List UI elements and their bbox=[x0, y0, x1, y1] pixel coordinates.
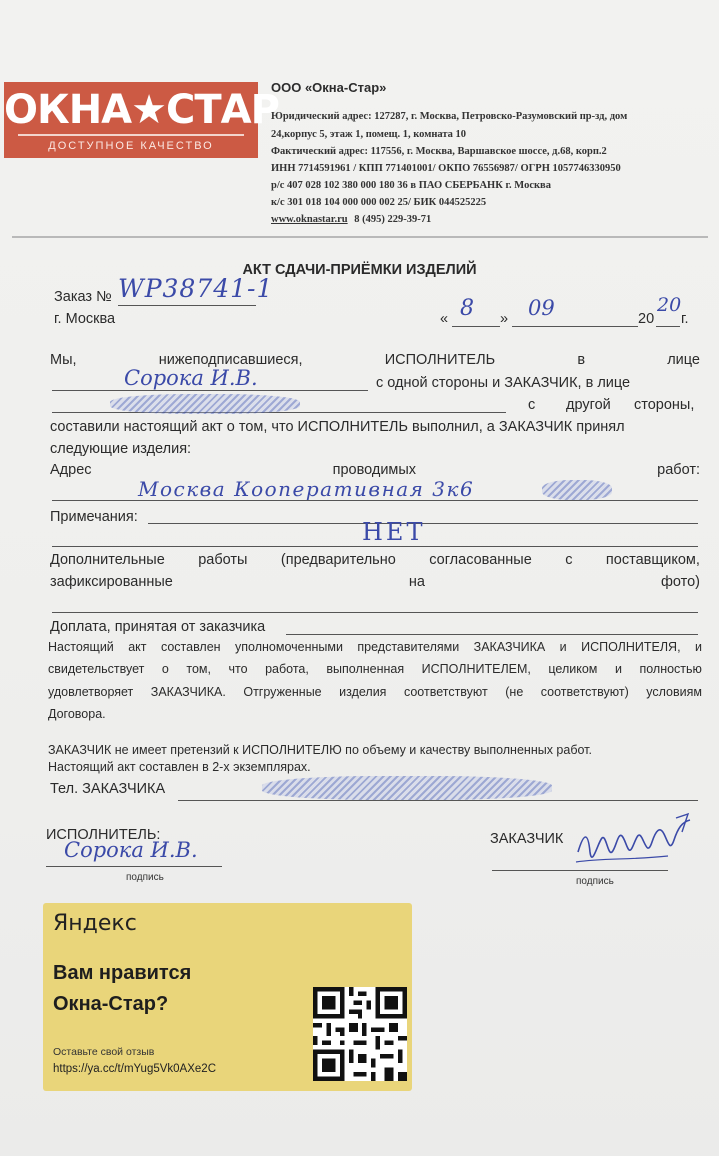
word: ЗАКАЗЧИКА. bbox=[150, 685, 226, 699]
company-logo bbox=[4, 82, 279, 158]
extra-works-line bbox=[52, 612, 698, 613]
word: (предварительно bbox=[280, 552, 396, 568]
word: лице bbox=[667, 352, 700, 368]
yandex-logo: Яндекс bbox=[53, 911, 137, 936]
review-call-to-action: Оставьте свой отзыв bbox=[53, 1046, 155, 1058]
word: другой bbox=[566, 397, 611, 413]
word: и bbox=[614, 662, 622, 676]
logo-divider bbox=[18, 134, 244, 136]
legal-address: Юридический адрес: 127287, г. Москва, Петровско-Разумовский пр-зд, дом bbox=[271, 111, 628, 122]
tax-ids: ИНН 7714591961 / КПП 771401001/ ОКПО 76556987/ ОГРН 1057746330950 bbox=[271, 163, 621, 174]
word: согласованные bbox=[429, 552, 532, 568]
notes-line-2 bbox=[52, 546, 698, 547]
contractor-signature: Сорока И.В. bbox=[64, 838, 198, 862]
terms-line-2 bbox=[48, 662, 702, 676]
notes-label: Примечания: bbox=[50, 509, 138, 525]
customer-phone-line bbox=[178, 800, 698, 801]
word: стороны, bbox=[634, 397, 695, 413]
customer-label: ЗАКАЗЧИК bbox=[490, 831, 564, 847]
logo-wordmark: ОКНА★СТАР bbox=[4, 87, 279, 133]
date-year: 20 bbox=[657, 294, 682, 316]
word: что bbox=[228, 662, 248, 676]
word: ИСПОЛНИТЕЛЬ bbox=[384, 352, 496, 368]
review-question-line-1: Вам нравится bbox=[53, 962, 192, 984]
word: условиям bbox=[646, 685, 702, 699]
customer-signature-caption: подпись bbox=[576, 876, 614, 887]
word: составлен bbox=[160, 640, 221, 654]
fixed-photo-row bbox=[50, 574, 700, 590]
terms-line-1 bbox=[48, 640, 702, 654]
redacted-apartment bbox=[542, 480, 612, 500]
customer-phone-label: Тел. ЗАКАЗЧИКА bbox=[50, 781, 166, 797]
word: нижеподписавшиеся, bbox=[158, 352, 303, 368]
word: удовлетворяет bbox=[48, 685, 134, 699]
word: Мы, bbox=[50, 352, 77, 368]
word: выполненная bbox=[326, 662, 405, 676]
company-phone: 8 (495) 229-39-71 bbox=[354, 214, 432, 225]
qr-code-icon[interactable] bbox=[313, 987, 407, 1081]
customer-signature-scribble bbox=[572, 812, 698, 876]
terms-line-4: Договора. bbox=[48, 707, 106, 721]
word: и bbox=[694, 640, 702, 654]
website-line bbox=[271, 213, 431, 227]
year-prefix: 20 bbox=[638, 311, 655, 327]
year-suffix-label: г. bbox=[681, 311, 689, 327]
logo-tagline: ДОСТУПНОЕ КАЧЕСТВО bbox=[48, 140, 214, 152]
legal-address-cont: 24,корпус 5, этаж 1, помещ. 1, комната 10 bbox=[271, 129, 467, 140]
company-name: ООО «Окна-Стар» bbox=[271, 80, 387, 95]
word: ИСПОЛНИТЕЛЯ, bbox=[581, 640, 681, 654]
word: ЗАКАЗЧИКА bbox=[473, 640, 546, 654]
redacted-customer-name bbox=[110, 394, 300, 414]
word: полностью bbox=[639, 662, 702, 676]
word: о bbox=[161, 662, 169, 676]
date-day: 8 bbox=[460, 296, 474, 321]
word: Настоящий bbox=[48, 640, 114, 654]
city: г. Москва bbox=[54, 311, 116, 327]
word: уполномоченными bbox=[235, 640, 343, 654]
word: акт bbox=[128, 640, 147, 654]
word: фото) bbox=[660, 574, 700, 590]
word: представителями bbox=[357, 640, 460, 654]
contractor-label: ИСПОЛНИТЕЛЬ: bbox=[46, 827, 161, 843]
payment-label: Доплата, принятая от заказчика bbox=[50, 619, 266, 635]
date-quote-close: » bbox=[500, 311, 509, 327]
word: (не bbox=[505, 685, 524, 699]
notes-value: НЕТ bbox=[362, 518, 426, 546]
month-line bbox=[512, 326, 638, 327]
customer-name-line bbox=[52, 412, 506, 413]
word: том, bbox=[186, 662, 211, 676]
terms-line-3 bbox=[48, 685, 702, 699]
payment-line bbox=[286, 634, 698, 635]
review-url[interactable]: https://ya.cc/t/mYug5Vk0AXe2C bbox=[53, 1063, 216, 1075]
corr-account: к/с 301 018 104 000 000 002 25/ БИК 044525225 bbox=[271, 197, 487, 208]
work-address: Москва Кооперативная 3к6 bbox=[138, 477, 475, 501]
redacted-customer-phone bbox=[262, 776, 552, 800]
word: целиком bbox=[548, 662, 598, 676]
day-line bbox=[452, 326, 500, 327]
no-claims-text: ЗАКАЗЧИК не имеет претензий к ИСПОЛНИТЕЛЮ по объему и качеству выполненных работ. bbox=[48, 743, 592, 757]
intro-line-4: составили настоящий акт о том, что ИСПОЛНИТЕЛЬ выполнил, а ЗАКАЗЧИК принял bbox=[50, 419, 625, 435]
word: соответствуют bbox=[403, 685, 488, 699]
word: соответствуют) bbox=[540, 685, 629, 699]
contractor-name: Сорока И.В. bbox=[124, 366, 258, 390]
word: зафиксированные bbox=[50, 574, 173, 590]
document-title: АКТ СДАЧИ-ПРИЁМКИ ИЗДЕЛИЙ bbox=[242, 262, 477, 278]
website-link[interactable]: www.oknastar.ru bbox=[271, 214, 348, 225]
word: в bbox=[577, 352, 586, 368]
contractor-name-line bbox=[52, 390, 368, 391]
date-month: 09 bbox=[528, 296, 555, 320]
word: свидетельствует bbox=[48, 662, 145, 676]
word: работ: bbox=[657, 462, 700, 478]
header-divider bbox=[12, 236, 708, 238]
intro-line-5: следующие изделия: bbox=[50, 441, 192, 457]
word: проводимых bbox=[332, 462, 417, 478]
bank-account: р/с 407 028 102 380 000 180 36 в ПАО СБЕРБАНК г. Москва bbox=[271, 180, 551, 191]
intro-line-2: с одной стороны и ЗАКАЗЧИК, в лице bbox=[376, 375, 631, 391]
order-label: Заказ № bbox=[54, 289, 112, 305]
word: изделия bbox=[339, 685, 387, 699]
year-line bbox=[656, 326, 680, 327]
yandex-review-card bbox=[43, 903, 412, 1091]
word: работа, bbox=[265, 662, 309, 676]
word: Отгруженные bbox=[243, 685, 322, 699]
word: на bbox=[408, 574, 425, 590]
address-label-row bbox=[50, 462, 700, 478]
copies-text: Настоящий акт составлен в 2-х экземплярах. bbox=[48, 760, 311, 774]
word: Дополнительные bbox=[50, 552, 165, 568]
word: работы bbox=[198, 552, 248, 568]
contractor-signature-line bbox=[46, 866, 222, 867]
word: с bbox=[528, 397, 536, 413]
review-question-line-2: Окна-Стар? bbox=[53, 993, 169, 1015]
word: Адрес bbox=[50, 462, 92, 478]
word: поставщиком, bbox=[605, 552, 700, 568]
contractor-signature-caption: подпись bbox=[126, 872, 164, 883]
order-number: WP38741-1 bbox=[118, 274, 274, 303]
date-quote-open: « bbox=[440, 311, 449, 327]
word: ИСПОЛНИТЕЛЕМ, bbox=[421, 662, 531, 676]
word: и bbox=[559, 640, 567, 654]
order-number-line bbox=[118, 305, 256, 306]
extra-works-row bbox=[50, 552, 700, 568]
actual-address: Фактический адрес: 117556, г. Москва, Варшавское шоссе, д.68, корп.2 bbox=[271, 146, 607, 157]
word: с bbox=[565, 552, 573, 568]
